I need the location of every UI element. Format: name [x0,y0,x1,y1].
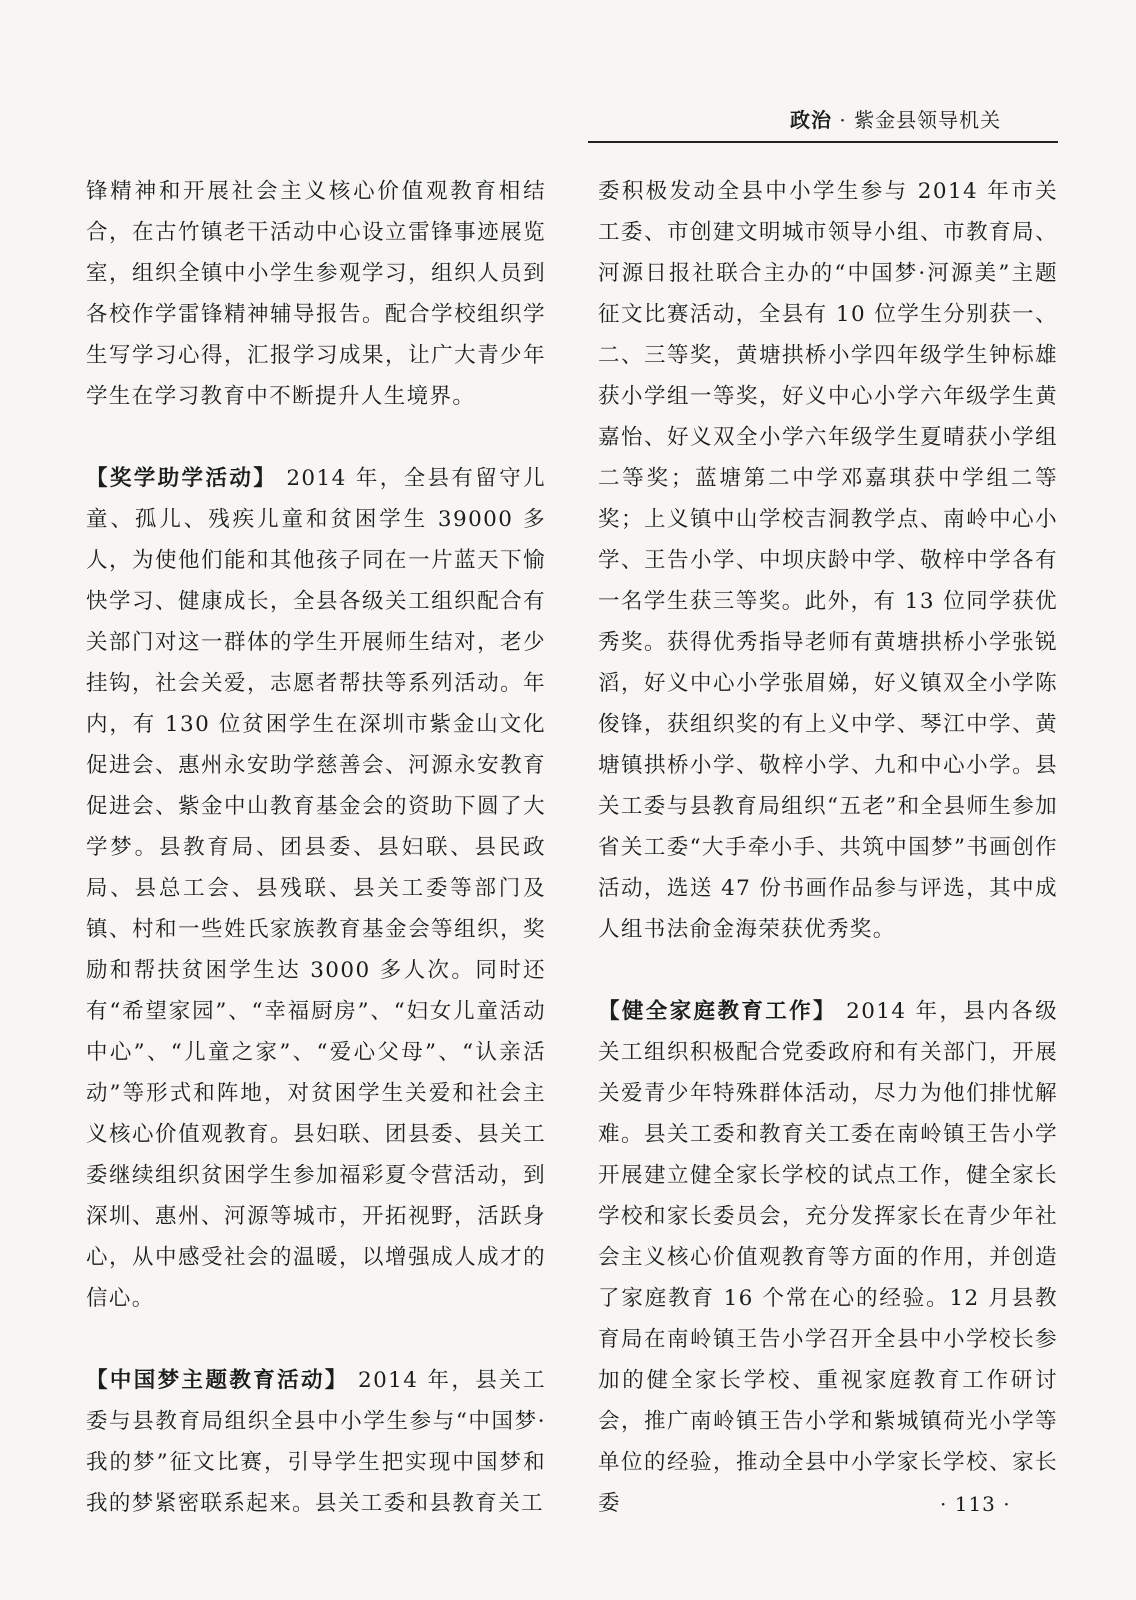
page-number: · 113 · [940,1492,1011,1516]
heading-scholarship: 【奖学助学活动】 [86,466,278,491]
heading-family-education: 【健全家庭教育工作】 [598,999,837,1024]
paragraph-essay-contest: 委积极发动全县中小学生参与 2014 年市关工委、市创建文明城市领导小组、市教育局、河源日报社联合主办的“中国梦·河源美”主题征文比赛活动，全县有 10 位学生分别获一、二、三等奖，黄塘拱桥小学四年级学生钟标雄获小学组一等奖，好义中心小学六年级学生黄嘉怡、好义双全小学六年级学生夏晴获小学组二等奖；蓝塘第二中学邓嘉琪获中学组二等奖；上义镇中山学校吉洞教学点、南岭中心小学、王告小学、中坝庆龄中学、敬梓中学各有一名学生获三等奖。此外，有 13 位同学获优秀奖。获得优秀指导老师有黄塘拱桥小学张锐滔，好义中心小学张眉娣，好义镇双全小学陈俊锋，获组织奖的有上义中学、琴江中学、黄塘镇拱桥小学、敬梓小学、九和中心小学。县关工委与县教育局组织“五老”和全县师生参加省关工委“大手牵小手、共筑中国梦”书画创作活动，选送 47 份书画作品参与评选，其中成人组书法俞金海荣获优秀奖。 [598,179,1059,942]
paragraph-leifeng: 锋精神和开展社会主义核心价值观教育相结合，在古竹镇老干活动中心设立雷锋事迹展览室，组织全镇中小学生参观学习，组织人员到各校作学雷锋精神辅导报告。配合学校组织学生写学习心得，汇报学习成果，让广大青少年学生在学习教育中不断提升人生境界。 [86,179,546,409]
heading-china-dream: 【中国梦主题教育活动】 [86,1368,349,1393]
body-china-dream: 2014 年，县关工委与县教育局组织全县中小学生参与“中国梦·我的梦”征文比赛，引导学生把实现中国梦和我的梦紧密联系起来。县关工委和县教育关工 [86,1368,546,1516]
header-separator: · [839,108,847,132]
section-title: 政治 [790,108,832,132]
body-family-education: 2014 年，县内各级关工组织积极配合党委政府和有关部门，开展关爱青少年特殊群体活动，尽力为他们排忧解难。县关工委和教育关工委在南岭镇王告小学开展建立健全家长学校的试点工作，健全家长学校和家长委员会，充分发挥家长在青少年社会主义核心价值观教育等方面的作用，并创造了家庭教育 16 个常在心的经验。12 月县教育局在南岭镇王告小学召开全县中小学校长参加的健全家长学校、重视家庭教育工作研讨会，推广南岭镇王告小学和紫城镇荷光小学等单位的经验，推动全县中小学家长学校、家长委 [598,999,1058,1516]
paragraph-family-education [598,991,1058,1524]
paragraph-china-dream [86,1360,546,1524]
header-rule [588,141,1058,143]
subsection-title: 紫金县领导机关 [854,108,1002,132]
left-column [86,171,546,1524]
body-scholarship: 2014 年，全县有留守儿童、孤儿、残疾儿童和贫困学生 39000 多人，为使他们能和其他孩子同在一片蓝天下愉快学习、健康成长，全县各级关工组织配合有关部门对这一群体的学生开展师生结对，老少挂钩，社会关爱，志愿者帮扶等系列活动。年内，有 130 位贫困学生在深圳市紫金山文化促进会、惠州永安助学慈善会、河源永安教育促进会、紫金中山教育基金会的资助下圆了大学梦。县教育局、团县委、县妇联、县民政局、县总工会、县残联、县关工委等部门及镇、村和一些姓氏家族教育基金会等组织，奖励和帮扶贫困学生达 3000 多人次。同时还有“希望家园”、“幸福厨房”、“妇女儿童活动中心”、“儿童之家”、“爱心父母”、“认亲活动”等形式和阵地，对贫困学生关爱和社会主义核心价值观教育。县妇联、团县委、县关工委继续组织贫困学生参加福彩夏令营活动，到深圳、惠州、河源等城市，开拓视野，活跃身心，从中感受社会的温暖，以增强成人成才的信心。 [86,466,546,1311]
paragraph-scholarship [86,458,546,1319]
right-column [598,171,1058,1524]
running-header [790,104,1060,133]
